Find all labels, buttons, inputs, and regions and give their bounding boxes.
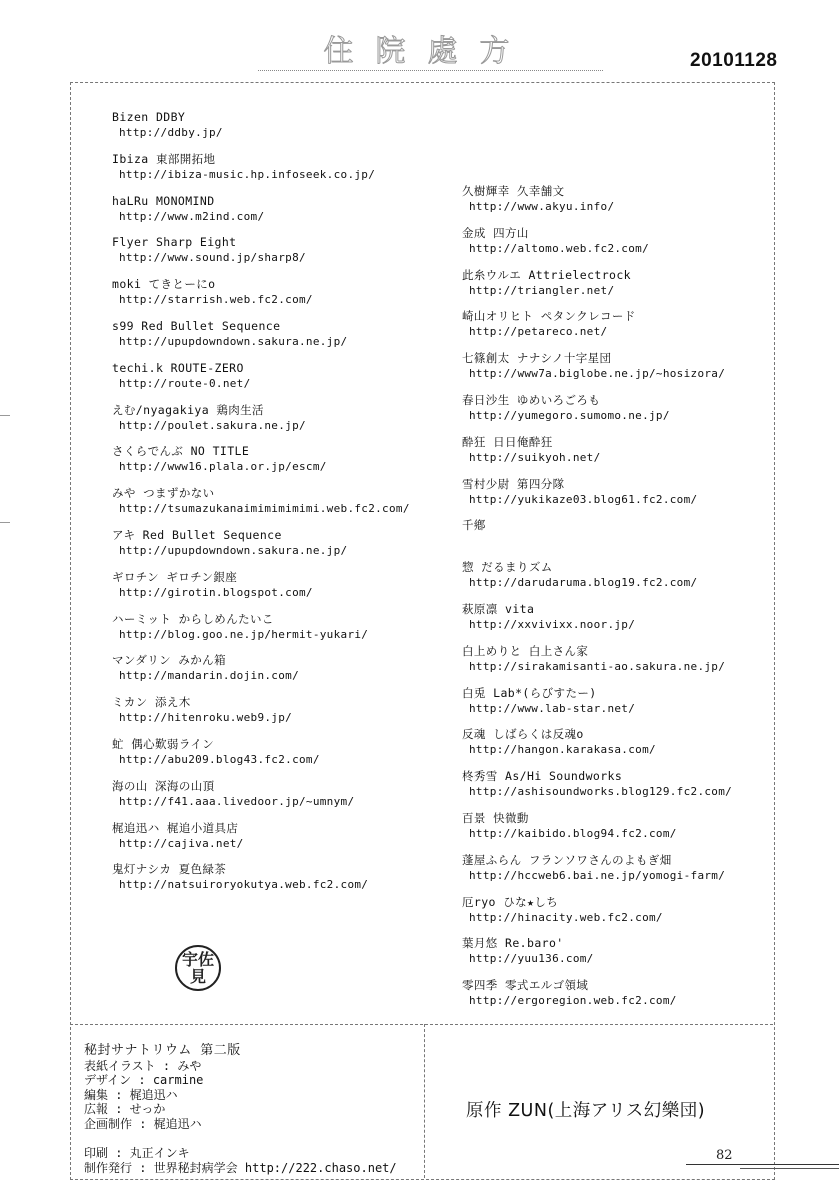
circle-name: アキ Red Bullet Sequence xyxy=(112,527,282,542)
circle-name: 零四季 零式エルゴ領域 xyxy=(462,978,589,993)
circle-url-link[interactable]: http://www.m2ind.com/ xyxy=(119,209,265,223)
circle-url-link[interactable]: http://route-0.net/ xyxy=(119,376,251,390)
circle-entry xyxy=(112,862,410,904)
circle-name: マンダリン みかん箱 xyxy=(112,653,226,668)
page-number: 82 xyxy=(716,1148,733,1163)
circle-entry xyxy=(462,727,732,769)
left-circle-list xyxy=(112,110,410,904)
circle-name: 白上めりと 白上さん家 xyxy=(462,643,589,658)
footer-divider xyxy=(70,1024,773,1025)
circle-name: 金成 四方山 xyxy=(462,225,529,240)
circle-url-link[interactable]: http://www.sound.jp/sharp8/ xyxy=(119,251,306,265)
circle-url-link[interactable]: http://ibiza-music.hp.infoseek.co.jp/ xyxy=(119,167,376,181)
circle-name: 酔狂 日日俺酔狂 xyxy=(462,434,553,449)
printer-line: 印刷 : 丸正インキ xyxy=(84,1146,190,1160)
page-rule xyxy=(740,1168,839,1169)
circle-entry xyxy=(112,779,410,821)
circle-url-link[interactable]: http://cajiva.net/ xyxy=(119,836,244,850)
circle-entry xyxy=(112,653,410,695)
circle-name: 虻 偶心歎弱ライン xyxy=(112,736,215,751)
circle-url-link[interactable]: http://yukikaze03.blog61.fc2.com/ xyxy=(469,492,698,506)
circle-entry xyxy=(462,518,732,560)
credit-line: 広報 : せっか xyxy=(84,1102,166,1117)
circle-name: 反魂 しばらくは反魂o xyxy=(462,727,584,742)
book-title: 秘封サナトリウム 第二版 xyxy=(84,1043,241,1058)
circle-name: 白兎 Lab*(らびすたー) xyxy=(462,685,597,700)
circle-name: みや つまずかない xyxy=(112,486,215,501)
circle-url-link[interactable]: http://hitenroku.web9.jp/ xyxy=(119,711,293,725)
circle-name: 葉月悠 Re.baro' xyxy=(462,936,564,951)
circle-entry xyxy=(462,393,732,435)
circle-name: 梶追迅ハ 梶追小道具店 xyxy=(112,820,239,835)
circle-entry xyxy=(462,811,732,853)
circle-entry xyxy=(462,351,732,393)
circle-entry xyxy=(112,361,410,403)
circle-entry xyxy=(462,184,732,226)
circle-entry xyxy=(462,435,732,477)
circle-entry xyxy=(112,235,410,277)
circle-entry xyxy=(112,821,410,863)
circle-url-link[interactable]: http://yumegoro.sumomo.ne.jp/ xyxy=(469,408,670,422)
circle-entry xyxy=(462,686,732,728)
circle-entry xyxy=(112,110,410,152)
circle-name: 鬼灯ナシカ 夏色緑茶 xyxy=(112,862,227,877)
circle-name: 千鄕 xyxy=(462,518,486,533)
circle-url-link[interactable]: http://sirakamisanti-ao.sakura.ne.jp/ xyxy=(469,659,726,673)
circle-entry xyxy=(112,528,410,570)
circle-name: ミカン 添え木 xyxy=(112,695,191,710)
circle-url-link[interactable]: http://starrish.web.fc2.com/ xyxy=(119,293,313,307)
header-rule xyxy=(258,70,603,71)
circle-url-link[interactable]: http://hangon.karakasa.com/ xyxy=(469,743,656,757)
circle-name: Bizen DDBY xyxy=(112,110,186,124)
circle-url-link[interactable]: http://yuu136.com/ xyxy=(469,952,594,966)
book-credits xyxy=(84,1044,241,1132)
circle-url-link[interactable]: http://mandarin.dojin.com/ xyxy=(119,669,299,683)
circle-url-link[interactable]: http://tsumazukanaimimimimimi.web.fc2.com/ xyxy=(119,502,410,516)
right-circle-list xyxy=(462,184,732,1020)
circle-name: 蓬屋ふらん フランソワさんのよもぎ畑 xyxy=(462,852,672,867)
circle-entry xyxy=(462,853,732,895)
circle-entry xyxy=(112,319,410,361)
circle-name: 海の山 深海の山頂 xyxy=(112,778,215,793)
circle-entry xyxy=(462,268,732,310)
circle-url-link[interactable]: http://www.akyu.info/ xyxy=(469,200,615,213)
credit-line: 編集 : 梶追迅ハ xyxy=(84,1087,178,1102)
page-rule xyxy=(686,1164,839,1165)
margin-tick xyxy=(0,415,10,416)
circle-entry xyxy=(112,570,410,612)
circle-url-link[interactable]: http://ashisoundworks.blog129.fc2.com/ xyxy=(469,785,733,799)
credit-line: 企画制作 : 梶追迅ハ xyxy=(84,1116,202,1131)
circle-name: 百景 快微動 xyxy=(462,810,529,825)
circle-url-link[interactable]: http://upupdowndown.sakura.ne.jp/ xyxy=(119,334,348,348)
circle-name: 萩原凛 vita xyxy=(462,601,535,616)
circle-entry xyxy=(112,737,410,779)
original-work-credit: 原作 ZUN(上海アリス幻樂団) xyxy=(466,1101,706,1121)
circle-entry xyxy=(462,477,732,519)
circle-url-link[interactable]: http://poulet.sakura.ne.jp/ xyxy=(119,418,306,432)
circle-name: ハーミット からしめんたいこ xyxy=(112,611,274,626)
credit-line: デザイン : carmine xyxy=(84,1073,204,1088)
circle-name: 春日沙生 ゆめいろごろも xyxy=(462,392,601,407)
circle-name: 惣 だるまりズム xyxy=(462,560,553,575)
circle-entry xyxy=(462,644,732,686)
circle-entry xyxy=(462,226,732,268)
circle-name: 七篠創太 ナナシノ十字星団 xyxy=(462,351,612,366)
circle-url-link[interactable]: http://natsuiroryokutya.web.fc2.com/ xyxy=(119,878,369,892)
circle-entry xyxy=(112,695,410,737)
circle-entry xyxy=(112,486,410,528)
circle-entry xyxy=(112,403,410,445)
publisher-line: 制作発行 : 世界秘封病学会 http://222.chaso.net/ xyxy=(84,1161,397,1175)
circle-entry xyxy=(462,769,732,811)
circle-name: えむ/nyagakiya 鶏肉生活 xyxy=(112,402,264,417)
circle-name: 雪村少尉 第四分隊 xyxy=(462,476,565,491)
circle-name: 柊秀雪 As/Hi Soundworks xyxy=(462,769,623,784)
circle-url-link[interactable]: http://darudaruma.blog19.fc2.com/ xyxy=(469,576,698,590)
date-stamp: 20101128 xyxy=(690,50,778,71)
circle-url-link[interactable]: http://hinacity.web.fc2.com/ xyxy=(469,910,663,924)
circle-url-link[interactable]: http://suikyoh.net/ xyxy=(469,450,601,464)
usami-seal: 宇佐 見 xyxy=(175,945,221,991)
circle-url-link[interactable]: http://kaibido.blog94.fc2.com/ xyxy=(469,826,677,840)
circle-name: haLRu MONOMIND xyxy=(112,193,215,208)
publishing-info xyxy=(84,1146,397,1176)
footer-vertical-divider xyxy=(424,1024,425,1178)
circle-url-link[interactable]: http://girotin.blogspot.com/ xyxy=(119,585,313,599)
circle-entry xyxy=(112,277,410,319)
circle-name: 此糸ウルエ Attrielectrock xyxy=(462,267,632,282)
circle-url-link[interactable]: http://upupdowndown.sakura.ne.jp/ xyxy=(119,543,348,557)
circle-entry xyxy=(462,560,732,602)
circle-name: 崎山オリヒト ペタンクレコード xyxy=(462,309,636,324)
circle-url-link[interactable]: http://ergoregion.web.fc2.com/ xyxy=(469,994,677,1008)
circle-entry xyxy=(112,612,410,654)
circle-url-link[interactable]: http://hccweb6.bai.ne.jp/yomogi-farm/ xyxy=(469,868,726,882)
circle-url-link[interactable]: http://abu209.blog43.fc2.com/ xyxy=(119,752,320,766)
circle-entry xyxy=(112,194,410,236)
circle-name: 厄ryo ひな★しち xyxy=(462,894,559,909)
credit-line: 表紙イラスト : みや xyxy=(84,1058,202,1073)
circle-url-link[interactable]: http://f41.aaa.livedoor.jp/~umnym/ xyxy=(119,794,355,808)
circle-entry xyxy=(112,444,410,486)
circle-name: techi.k ROUTE-ZERO xyxy=(112,360,244,375)
circle-url-link[interactable]: http://www.lab-star.net/ xyxy=(469,701,636,715)
circle-name: ギロチン ギロチン銀座 xyxy=(112,569,238,584)
circle-entry xyxy=(462,602,732,644)
circle-name: moki てきとーにo xyxy=(112,277,216,292)
circle-url-link[interactable]: http://triangler.net/ xyxy=(469,283,615,297)
circle-name: s99 Red Bullet Sequence xyxy=(112,318,281,333)
circle-url-link[interactable]: http://www16.plala.or.jp/escm/ xyxy=(119,460,327,474)
circle-url-link[interactable]: http://ddby.jp/ xyxy=(119,126,223,139)
circle-entry xyxy=(462,978,732,1020)
circle-name: さくらでんぶ NO TITLE xyxy=(112,444,250,459)
circle-url-link[interactable]: http://blog.goo.ne.jp/hermit-yukari/ xyxy=(119,627,369,641)
page-header-title: 住院處方 xyxy=(323,34,532,69)
circle-entry xyxy=(462,936,732,978)
circle-entry xyxy=(462,309,732,351)
circle-entry xyxy=(112,152,410,194)
circle-url-link[interactable]: http://xxvivixx.noor.jp/ xyxy=(469,617,636,631)
circle-url-link[interactable]: http://altomo.web.fc2.com/ xyxy=(469,241,649,255)
circle-name: 久樹輝幸 久幸舗文 xyxy=(462,184,565,198)
margin-tick xyxy=(0,522,10,523)
circle-name: Flyer Sharp Eight xyxy=(112,235,237,250)
circle-entry xyxy=(462,895,732,937)
circle-url-link[interactable]: http://petareco.net/ xyxy=(469,325,608,339)
circle-url-link[interactable]: http://www7a.biglobe.ne.jp/~hosizora/ xyxy=(469,367,726,381)
circle-name: Ibiza 東部開拓地 xyxy=(112,151,216,166)
